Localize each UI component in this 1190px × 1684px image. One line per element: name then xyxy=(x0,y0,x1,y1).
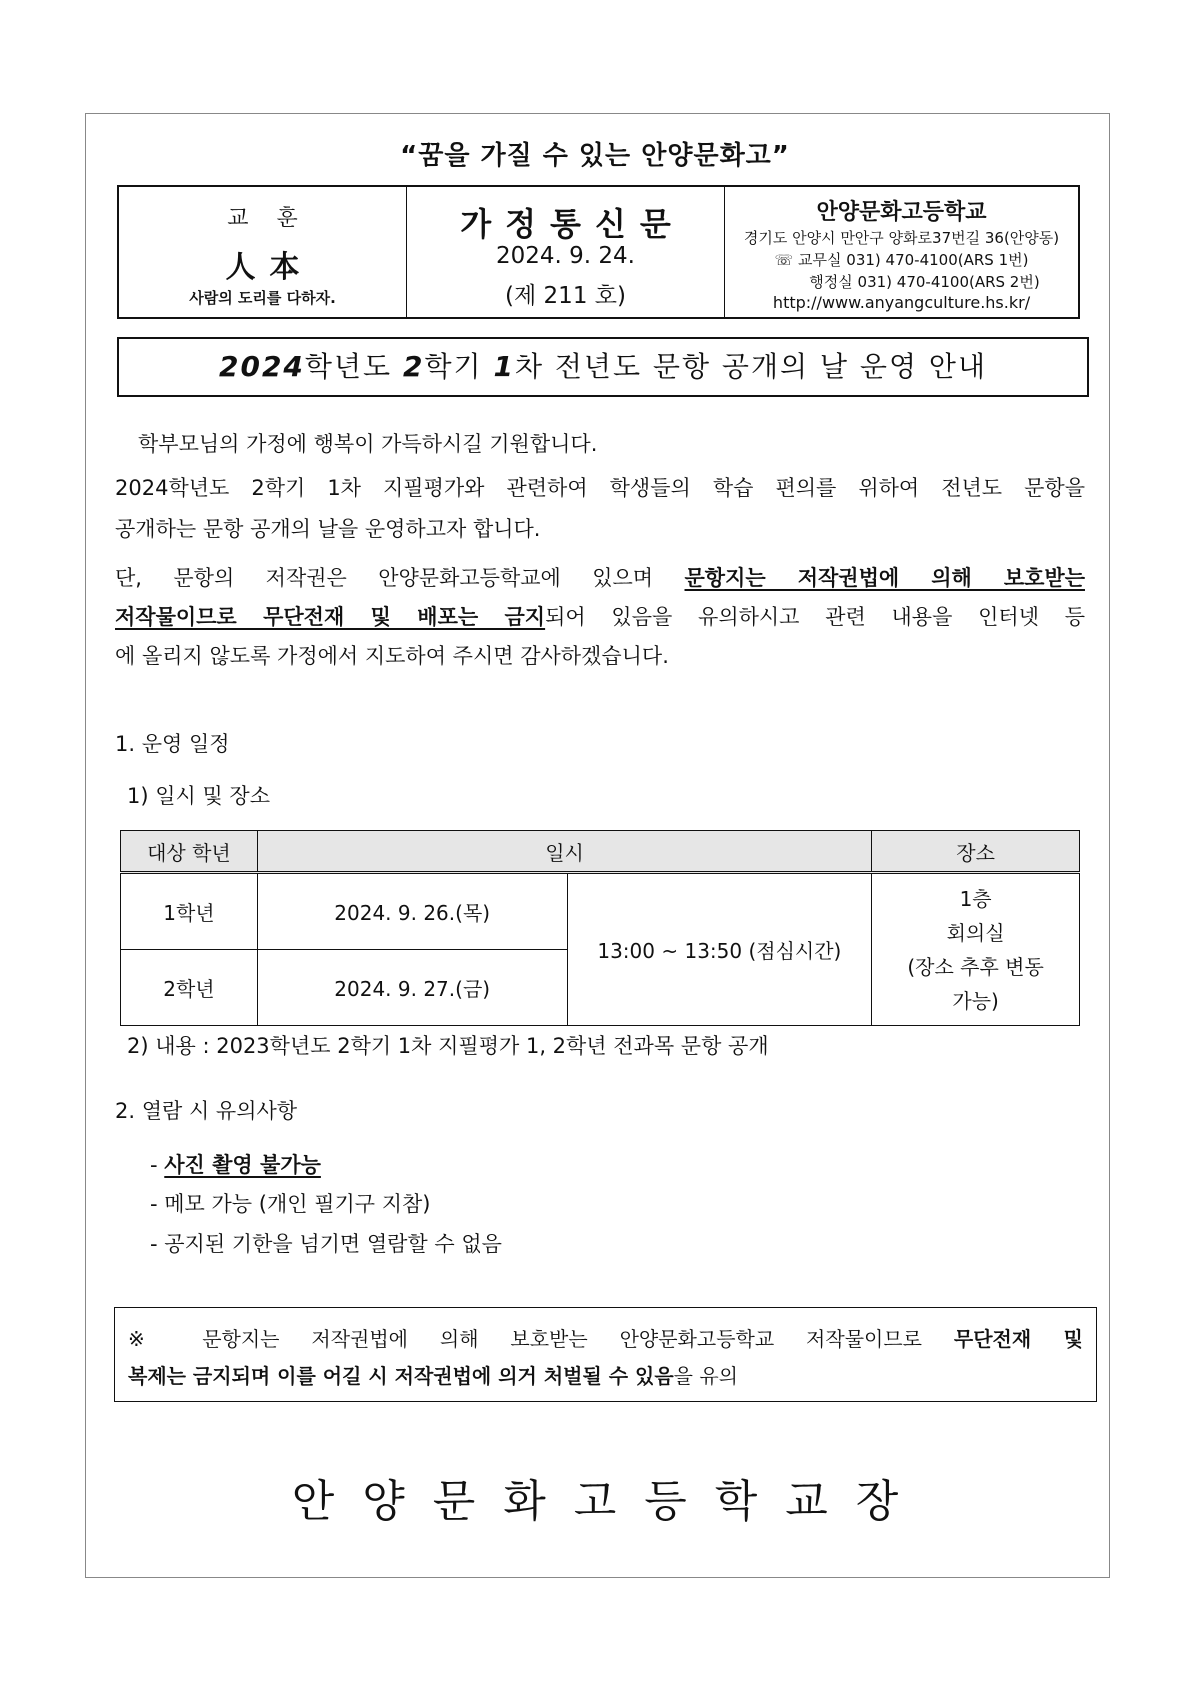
date-cell: 2024. 9. 26.(목) xyxy=(257,873,567,950)
office-phone: ☏ 교무실 031) 470-4100(ARS 1번) xyxy=(774,251,1029,269)
place-line: (장소 추후 변동 xyxy=(907,954,1044,979)
list-item xyxy=(150,1228,502,1258)
admin-phone: 행정실 031) 470-4100(ARS 2번) xyxy=(809,273,1040,291)
section1-sub2: 2) 내용 : 2023학년도 2학기 1차 지필평가 1, 2학년 전과목 문항 공개 xyxy=(127,1034,769,1058)
list-dash: - xyxy=(150,1232,158,1256)
newsletter-info-cell xyxy=(407,187,725,317)
place-line: 1층 xyxy=(959,886,992,911)
notice-text: 을 유의 xyxy=(673,1364,738,1388)
newsletter-title: 가정통신문 xyxy=(460,205,685,243)
notice-emphasis: 복제는 금지되며 이를 어길 시 저작권법에 의거 처벌될 수 있음 xyxy=(128,1364,674,1388)
grade-cell: 2학년 xyxy=(121,950,258,1026)
motto-subtitle: 사람의 도리를 다하자. xyxy=(189,289,336,307)
header-grade: 대상 학년 xyxy=(121,831,258,873)
list-dash: - xyxy=(150,1153,158,1177)
document-title xyxy=(117,337,1089,397)
paragraph-copyright-line1 xyxy=(115,562,1085,592)
notice-line1 xyxy=(128,1323,1083,1352)
table-header-row xyxy=(121,831,1080,873)
notice-emphasis: 무단전재 및 xyxy=(953,1327,1083,1351)
list-item-text: 사진 촬영 불가능 xyxy=(164,1153,321,1177)
header-datetime: 일시 xyxy=(257,831,871,873)
title-year: 2024 xyxy=(218,350,305,383)
newsletter-header xyxy=(117,185,1080,319)
place-line: 회의실 xyxy=(946,920,1005,945)
school-motto-banner: “꿈을 가질 수 있는 안양문화고” xyxy=(400,141,790,171)
title-round: 1 xyxy=(493,350,515,383)
title-semester: 2 xyxy=(402,350,425,383)
title-part: 차 전년도 문항 공개의 날 운영 안내 xyxy=(514,350,988,383)
school-info-cell xyxy=(725,187,1078,317)
schedule-table xyxy=(120,830,1080,1026)
place-cell xyxy=(872,873,1080,1026)
list-dash: - xyxy=(150,1192,158,1216)
list-item xyxy=(150,1149,321,1179)
header-place: 장소 xyxy=(872,831,1080,873)
issue-number: (제 211 호) xyxy=(505,283,626,309)
notice-line2 xyxy=(128,1360,738,1389)
greeting: 학부모님의 가정에 행복이 가득하시길 기원합니다. xyxy=(138,432,598,456)
section1-heading: 1. 운영 일정 xyxy=(115,732,230,756)
notice-text: ※ 문항지는 저작권법에 의해 보호받는 안양문화고등학교 저작물이므로 xyxy=(128,1327,954,1351)
list-item xyxy=(150,1188,431,1218)
section2-heading: 2. 열람 시 유의사항 xyxy=(115,1099,298,1123)
motto-label: 교훈 xyxy=(227,206,326,231)
section1-sub1: 1) 일시 및 장소 xyxy=(127,784,271,808)
school-address: 경기도 안양시 만안구 양화로37번길 36(안양동) xyxy=(743,229,1060,247)
paragraph-copyright-line2 xyxy=(115,601,1085,631)
principal-signature: 안양문화고등학교장 xyxy=(291,1476,927,1527)
newsletter-date: 2024. 9. 24. xyxy=(496,243,635,269)
place-line: 가능) xyxy=(952,988,999,1013)
date-cell: 2024. 9. 27.(금) xyxy=(257,950,567,1026)
paragraph-intro-line2: 공개하는 문항 공개의 날을 운영하고자 합니다. xyxy=(115,517,541,541)
list-item-text: 공지된 기한을 넘기면 열람할 수 없음 xyxy=(164,1232,502,1256)
title-part: 학년도 xyxy=(304,350,403,383)
motto-cell xyxy=(119,187,407,317)
paragraph-copyright-line3: 에 올리지 않도록 가정에서 지도하여 주시면 감사하겠습니다. xyxy=(115,644,669,668)
copyright-text: 단, 문항의 저작권은 안양문화고등학교에 있으며 xyxy=(115,566,685,590)
copyright-emphasis: 저작물이므로 무단전재 및 배포는 금지 xyxy=(115,605,546,629)
school-website-link[interactable]: http://www.anyangculture.hs.kr/ xyxy=(772,293,1031,312)
copyright-text: 되어 있음을 유의하시고 관련 내용을 인터넷 등 xyxy=(545,605,1086,629)
motto-hanja: 人本 xyxy=(225,250,314,285)
list-item-text: 메모 가능 (개인 필기구 지참) xyxy=(164,1192,431,1216)
time-cell: 13:00 ~ 13:50 (점심시간) xyxy=(567,873,872,1026)
title-part: 학기 xyxy=(424,350,494,383)
grade-cell: 1학년 xyxy=(121,873,258,950)
paragraph-intro-line1: 2024학년도 2학기 1차 지필평가와 관련하여 학생들의 학습 편의를 위하여 전년도 문항을 xyxy=(115,476,1085,500)
school-name: 안양문화고등학교 xyxy=(816,200,987,225)
table-row xyxy=(121,873,1080,950)
copyright-emphasis: 문항지는 저작권법에 의해 보호받는 xyxy=(684,566,1085,590)
